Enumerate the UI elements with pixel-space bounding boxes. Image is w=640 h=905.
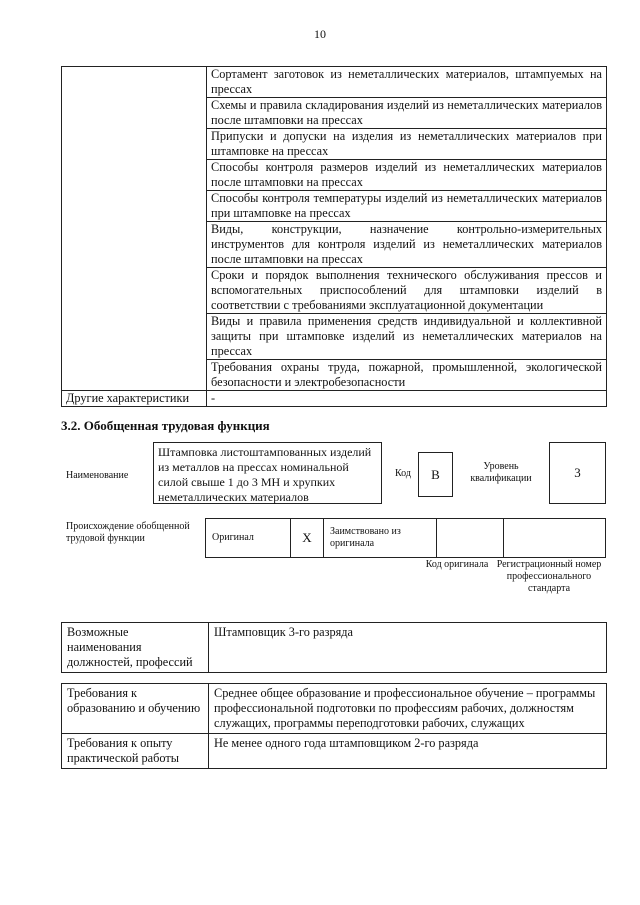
code-box: B xyxy=(418,452,453,497)
function-name-box: Штамповка листоштампованных изделий из металлов на прессах номинальной силой свыше 1 до 3 МН и хрупких неметаллических материалов xyxy=(153,442,382,504)
experience-value: Не менее одного года штамповщиком 2-го разряда xyxy=(209,734,607,769)
original-mark: X xyxy=(291,519,324,558)
other-characteristics-value: - xyxy=(207,391,607,407)
table-row xyxy=(62,623,607,673)
table-row xyxy=(62,684,607,734)
education-label: Требования к образованию и обучению xyxy=(62,684,209,734)
education-value: Среднее общее образование и профессиональное обучение – программы профессиональной подготовки по профессиям рабочих, должностям служащих, программы переподготовки рабочих, служащих xyxy=(209,684,607,734)
knowledge-item: Виды, конструкции, назначение контрольно-измерительных инструментов для контроля изделий из неметаллических материалов после штамповки на прессах xyxy=(207,222,607,268)
level-box: 3 xyxy=(549,442,606,504)
knowledge-item: Способы контроля размеров изделий из неметаллических материалов после штамповки на прессах xyxy=(207,160,607,191)
positions-value: Штамповщик 3-го разряда xyxy=(209,623,607,673)
reg-number-cell xyxy=(504,519,606,558)
origin-label: Происхождение обобщенной трудовой функции xyxy=(66,521,190,544)
reg-number-label: Регистрационный номер профессионального стандарта xyxy=(496,559,602,594)
knowledge-item: Припуски и допуски на изделия из неметаллических материалов при штамповке на прессах xyxy=(207,129,607,160)
experience-label: Требования к опыту практической работы xyxy=(62,734,209,769)
knowledge-item: Виды и правила применения средств индивидуальной и коллективной защиты при штамповке изделий из неметаллических материалов на прессах xyxy=(207,314,607,360)
table-left-cell xyxy=(62,67,207,391)
table-row xyxy=(62,734,607,769)
requirements-table xyxy=(61,683,607,769)
knowledge-item: Схемы и правила складирования изделий из неметаллических материалов после штамповки на прессах xyxy=(207,98,607,129)
original-label: Оригинал xyxy=(206,519,291,558)
knowledge-item: Сроки и порядок выполнения технического обслуживания прессов и вспомогательных приспособлений для штамповки изделий в соответствии с требованиями эксплуатационной документации xyxy=(207,268,607,314)
table-row xyxy=(62,67,607,98)
positions-table xyxy=(61,622,607,673)
page-number: 10 xyxy=(314,27,326,41)
origin-row xyxy=(205,518,606,558)
code-original-cell xyxy=(437,519,504,558)
knowledge-item: Сортамент заготовок из неметаллических материалов, штампуемых на прессах xyxy=(207,67,607,98)
code-label: Код xyxy=(395,468,411,479)
table-row xyxy=(62,391,607,407)
level-label: Уровень квалификации xyxy=(470,461,532,484)
code-original-label: Код оригинала xyxy=(425,559,489,570)
section-title: 3.2. Обобщенная трудовая функция xyxy=(61,418,270,433)
other-characteristics-label: Другие характеристики xyxy=(62,391,207,407)
borrowed-label: Заимствовано из оригинала xyxy=(324,519,437,558)
knowledge-table xyxy=(61,66,607,407)
name-label: Наименование xyxy=(66,470,129,481)
knowledge-item: Способы контроля температуры изделий из неметаллических материалов при штамповке на прессах xyxy=(207,191,607,222)
knowledge-item: Требования охраны труда, пожарной, промышленной, экологической безопасности и электробезопасности xyxy=(207,360,607,391)
positions-label: Возможные наименования должностей, профессий xyxy=(62,623,209,673)
